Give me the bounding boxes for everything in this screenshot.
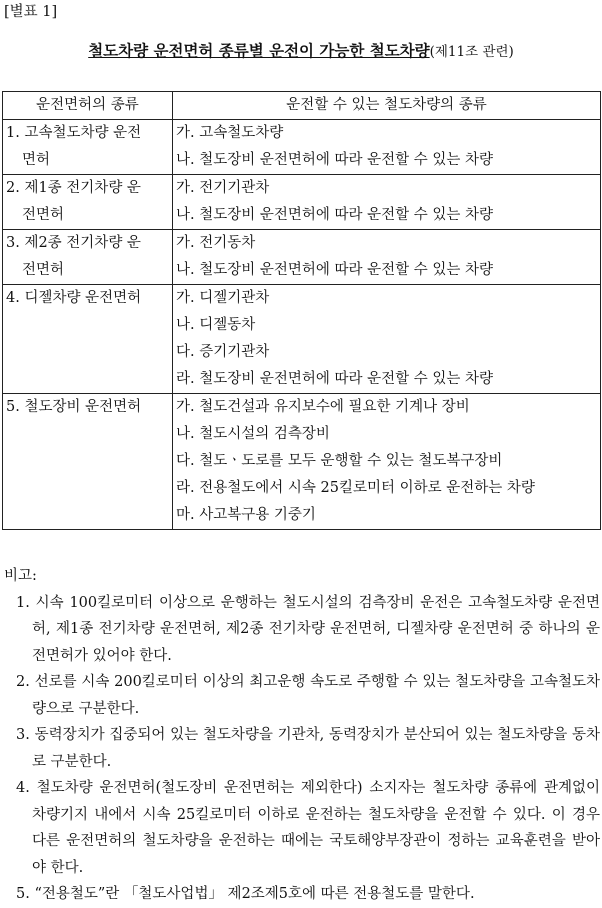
remark-item: 3. 동력장치가 집중되어 있는 철도차량을 기관차, 동력장치가 분산되어 있는 철도차량을 동차로 구분한다.	[16, 727, 600, 770]
vehicle-item: 라. 철도장비 운전면허에 따라 운전할 수 있는 차량	[176, 371, 494, 387]
vehicle-item: 나. 철도장비 운전면허에 따라 운전할 수 있는 차량	[176, 152, 494, 168]
title-reference: (제11조 관련)	[429, 44, 514, 60]
vehicle-list	[173, 285, 601, 394]
vehicle-item: 가. 철도건설과 유지보수에 필요한 기계나 장비	[176, 399, 470, 415]
vehicle-item: 라. 전용철도에서 시속 25킬로미터 이하로 운전하는 차량	[176, 480, 535, 496]
document-title	[0, 39, 602, 61]
remark-item: 4. 철도차량 운전면허(철도장비 운전면허는 제외한다) 소지자는 철도차량 종류에 관계없이 차량기지 내에서 시속 25킬로미터 이하로 운전하는 철도차량을 운전할 수 있다. 이 경우 다른 운전면허의 철도차량을 운전하는 때에는 국토해양부장관이 정하는 교육훈련을 받아야 한다.	[16, 780, 600, 876]
vehicle-list	[173, 230, 601, 285]
header-license-type: 운전면허의 종류	[3, 92, 173, 120]
license-category	[3, 230, 173, 285]
vehicle-item: 가. 전기기관차	[176, 180, 270, 196]
vehicle-list	[173, 120, 601, 175]
category-line: 3. 제2종 전기차량 운	[6, 235, 141, 251]
vehicle-item: 나. 철도장비 운전면허에 따라 운전할 수 있는 차량	[176, 207, 494, 223]
remark-item: 2. 선로를 시속 200킬로미터 이상의 최고운행 속도로 주행할 수 있는 철도차량을 고속철도차량으로 구분한다.	[16, 674, 600, 717]
remark-item: 1. 시속 100킬로미터 이상으로 운행하는 철도시설의 검측장비 운전은 고속철도차량 운전면허, 제1종 전기차량 운전면허, 제2종 전기차량 운전면허, 디젤차량 운전면허 중 하나의 운전면허가 있어야 한다.	[16, 594, 600, 664]
category-line: 전면허	[22, 207, 65, 223]
table-row	[3, 230, 601, 285]
table-row	[3, 394, 601, 530]
license-category	[3, 394, 173, 530]
category-line: 면허	[22, 152, 51, 168]
vehicle-list	[173, 175, 601, 230]
license-table	[2, 91, 601, 530]
table-row	[3, 120, 601, 175]
category-line: 1. 고속철도차량 운전	[6, 125, 142, 141]
vehicle-item: 나. 철도장비 운전면허에 따라 운전할 수 있는 차량	[176, 262, 494, 278]
vehicle-item: 다. 철도ㆍ도로를 모두 운행할 수 있는 철도복구장비	[176, 453, 503, 469]
table-row	[3, 285, 601, 394]
header-vehicle-type: 운전할 수 있는 철도차량의 종류	[173, 92, 601, 120]
remarks-heading: 비고:	[4, 568, 37, 584]
vehicle-item: 마. 사고복구용 기중기	[176, 507, 316, 523]
vehicle-item: 나. 철도시설의 검측장비	[176, 426, 330, 442]
license-category	[3, 120, 173, 175]
vehicle-list	[173, 394, 601, 530]
vehicle-item: 가. 고속철도차량	[176, 125, 284, 141]
license-category	[3, 285, 173, 394]
vehicle-item: 가. 디젤기관차	[176, 290, 270, 306]
category-line: 2. 제1종 전기차량 운	[6, 180, 141, 196]
table-row	[3, 175, 601, 230]
table-header-row	[3, 92, 601, 120]
vehicle-item: 가. 전기동차	[176, 235, 256, 251]
vehicle-item: 나. 디젤동차	[176, 317, 256, 333]
category-line: 5. 철도장비 운전면허	[6, 399, 142, 415]
title-main: 철도차량 운전면허 종류별 운전이 가능한 철도차량	[88, 42, 430, 60]
vehicle-item: 다. 증기기관차	[176, 344, 270, 360]
remark-item: 5. “전용철도”란 「철도사업법」 제2조제5호에 따른 전용철도를 말한다.	[16, 886, 475, 902]
category-line: 전면허	[22, 262, 65, 278]
license-category	[3, 175, 173, 230]
remarks-section	[4, 563, 600, 908]
annex-label: [별표 1]	[4, 4, 58, 20]
category-line: 4. 디젤차량 운전면허	[6, 290, 142, 306]
